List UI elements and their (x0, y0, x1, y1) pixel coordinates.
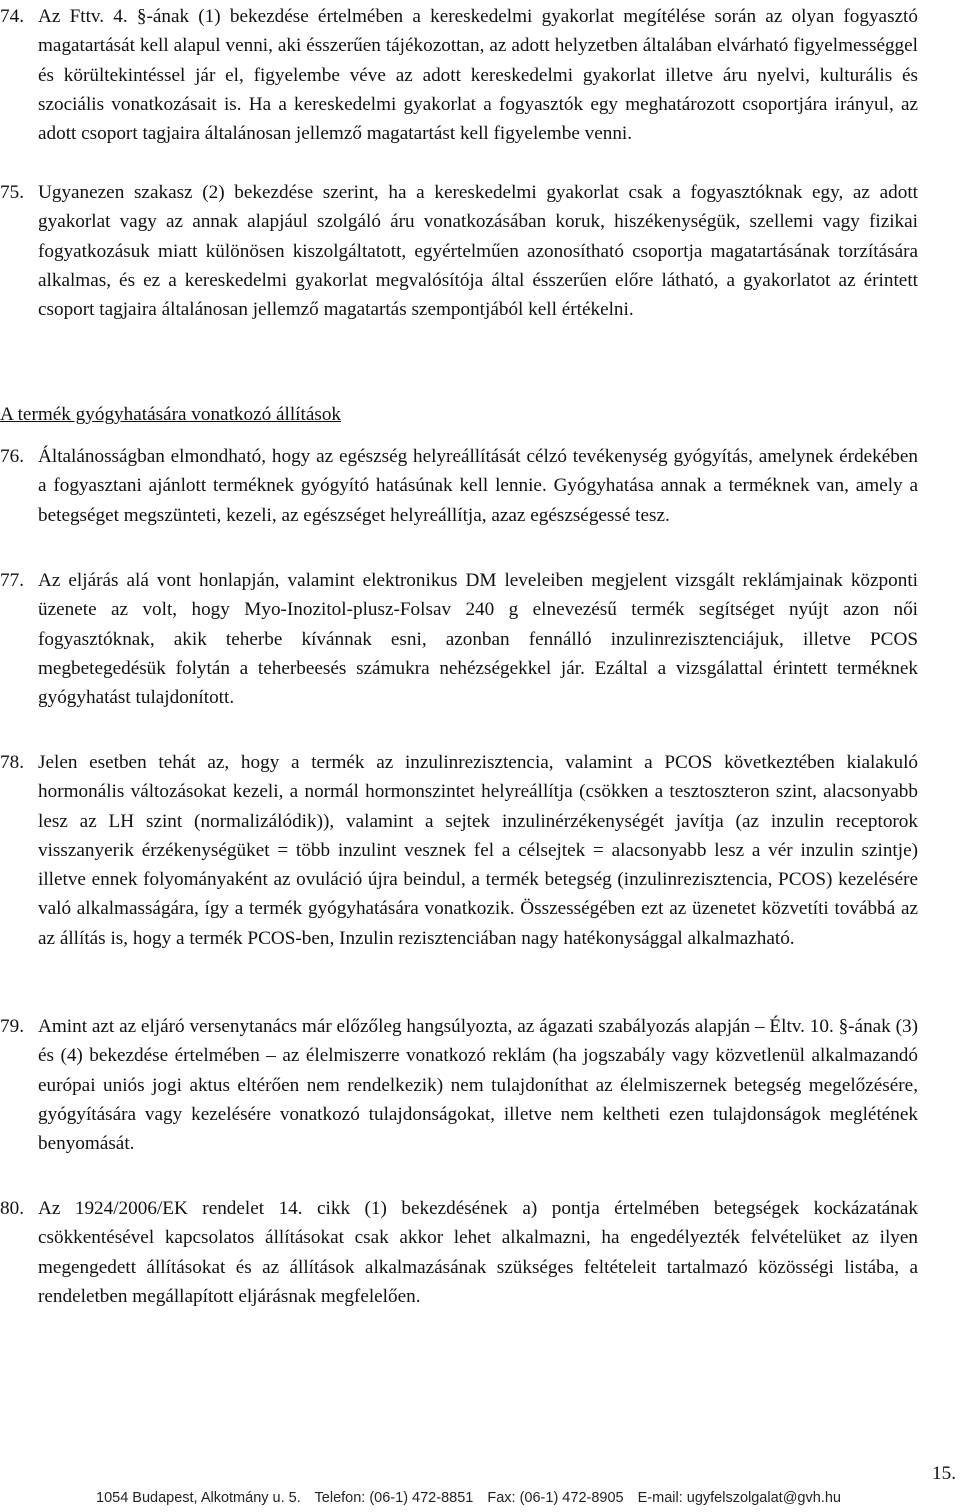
paragraph-text: Általánosságban elmondható, hogy az egészség helyreállítását célzó tevékenység gyógyítás, amelynek érdekében a fogyasztani ajánlott terméknek gyógyító hatásúnak kell lennie. Gyógyhatása annak a terméknek van, amely a betegséget megszünteti, kezeli, az egészséget helyreállítja, azaz egészségessé tesz. (38, 446, 918, 526)
paragraph-text: Az Fttv. 4. §-ának (1) bekezdése értelmében a kereskedelmi gyakorlat megítélése során az olyan fogyasztó magatartását kell alapul venni, aki ésszerűen tájékozottan, az adott helyzetben általában elvárható figyelmességgel és körültekintéssel jár el, figyelembe véve az adott kereskedelmi gyakorlat illetve áru nyelvi, kulturális és szociális vonatkozásait is. Ha a kereskedelmi gyakorlat a fogyasztók egy meghatározott csoportjára irányul, az adott csoport tagjaira általánosan jellemző magatartást kell figyelembe venni. (38, 6, 918, 145)
footer-phone: Telefon: (06-1) 472-8851 (314, 1490, 474, 1506)
paragraph-77 (0, 566, 918, 712)
footer-email: E-mail: ugyfelszolgalat@gvh.hu (637, 1490, 841, 1506)
paragraph-text: Jelen esetben tehát az, hogy a termék az inzulinrezisztencia, valamint a PCOS következtében kialakuló hormonális változásokat kezeli, a normál hormonszintet helyreállítja (csökken a tesztoszteron szint, alacsonyabb lesz az LH szint (normalizálódik)), valamint a sejtek inzulinérzékenységét javítja (az inzulin receptorok visszanyerik érzékenységüket = több inzulint vesznek fel a célsejtek = alacsonyabb lesz a vér inzulin szintje) illetve ennek folyományaként az ovuláció újra beindul, a termék betegség (inzulinrezisztencia, PCOS) kezelésére való alkalmasságára, így a termék gyógyhatására vonatkozik. Összességében ezt az üzenetet közvetíti továbbá az az állítás is, hogy a termék PCOS-ben, Inzulin rezisztenciában nagy hatékonysággal alkalmazható. (38, 752, 918, 949)
paragraph-78 (0, 748, 918, 953)
paragraph-79 (0, 1012, 918, 1158)
footer-address: 1054 Budapest, Alkotmány u. 5. (96, 1490, 301, 1506)
page-number: 15. (932, 1463, 956, 1484)
footer-fax: Fax: (06-1) 472-8905 (487, 1490, 624, 1506)
paragraph-number: 75. (0, 182, 24, 203)
paragraph-text: Az eljárás alá vont honlapján, valamint elektronikus DM leveleiben megjelent vizsgált reklámjainak központi üzenete az volt, hogy Myo-Inozitol-plusz-Folsav 240 g elnevezésű termék segítséget nyújt azon női fogyasztóknak, akik teherbe kívánnak esni, azonban fennálló inzulinrezisztenciájuk, illetve PCOS megbetegedésük folytán a teherbeesés számukra nehézségekkel jár. Ezáltal a vizsgálattal érintett terméknek gyógyhatást tulajdonított. (38, 570, 918, 709)
paragraph-number: 76. (0, 446, 24, 467)
paragraph-text: Ugyanezen szakasz (2) bekezdése szerint, ha a kereskedelmi gyakorlat csak a fogyasztóknak egy, az adott gyakorlat vagy az annak alapjául szolgáló áru vonatkozásában koruk, hiszékenységük, szellemi vagy fizikai fogyatkozásuk miatt különösen kiszolgáltatott, egyértelműen azonosítható csoportja magatartásának torzítására alkalmas, és ez a kereskedelmi gyakorlat megvalósítója által ésszerűen előre látható, a gyakorlatot az érintett csoport tagjaira általánosan jellemző magatartás szempontjából kell értékelni. (38, 182, 918, 321)
paragraph-number: 78. (0, 752, 24, 773)
paragraph-number: 77. (0, 570, 24, 591)
paragraph-75 (0, 178, 918, 324)
paragraph-80 (0, 1194, 918, 1311)
paragraph-text: Az 1924/2006/EK rendelet 14. cikk (1) bekezdésének a) pontja értelmében betegségek kockázatának csökkentésével kapcsolatos állításokat csak akkor lehet alkalmazni, ha engedélyezték felvételüket az ilyen megengedett állításokat és az állítások alkalmazásának szükséges feltételeit tartalmazó közösségi listába, a rendeletben megállapított eljárásnak megfelelően. (38, 1198, 918, 1307)
paragraph-number: 79. (0, 1016, 24, 1037)
paragraph-number: 74. (0, 6, 24, 27)
paragraph-74 (0, 2, 918, 148)
paragraph-76 (0, 442, 918, 530)
paragraph-number: 80. (0, 1198, 24, 1219)
footer-contact (96, 1488, 851, 1508)
paragraph-text: Amint azt az eljáró versenytanács már előzőleg hangsúlyozta, az ágazati szabályozás alapján – Éltv. 10. §-ának (3) és (4) bekezdése értelmében – az élelmiszerre vonatkozó reklám (ha jogszabály vagy közvetlenül alkalmazandó európai uniós jogi aktus eltérően nem rendelkezik) nem tulajdoníthat az élelmiszernek betegség megelőzésére, gyógyítására vagy kezelésére vonatkozó tulajdonságokat, illetve nem keltheti ezen tulajdonságok meglétének benyomását. (38, 1016, 918, 1155)
section-heading: A termék gyógyhatására vonatkozó állítások (0, 404, 342, 425)
